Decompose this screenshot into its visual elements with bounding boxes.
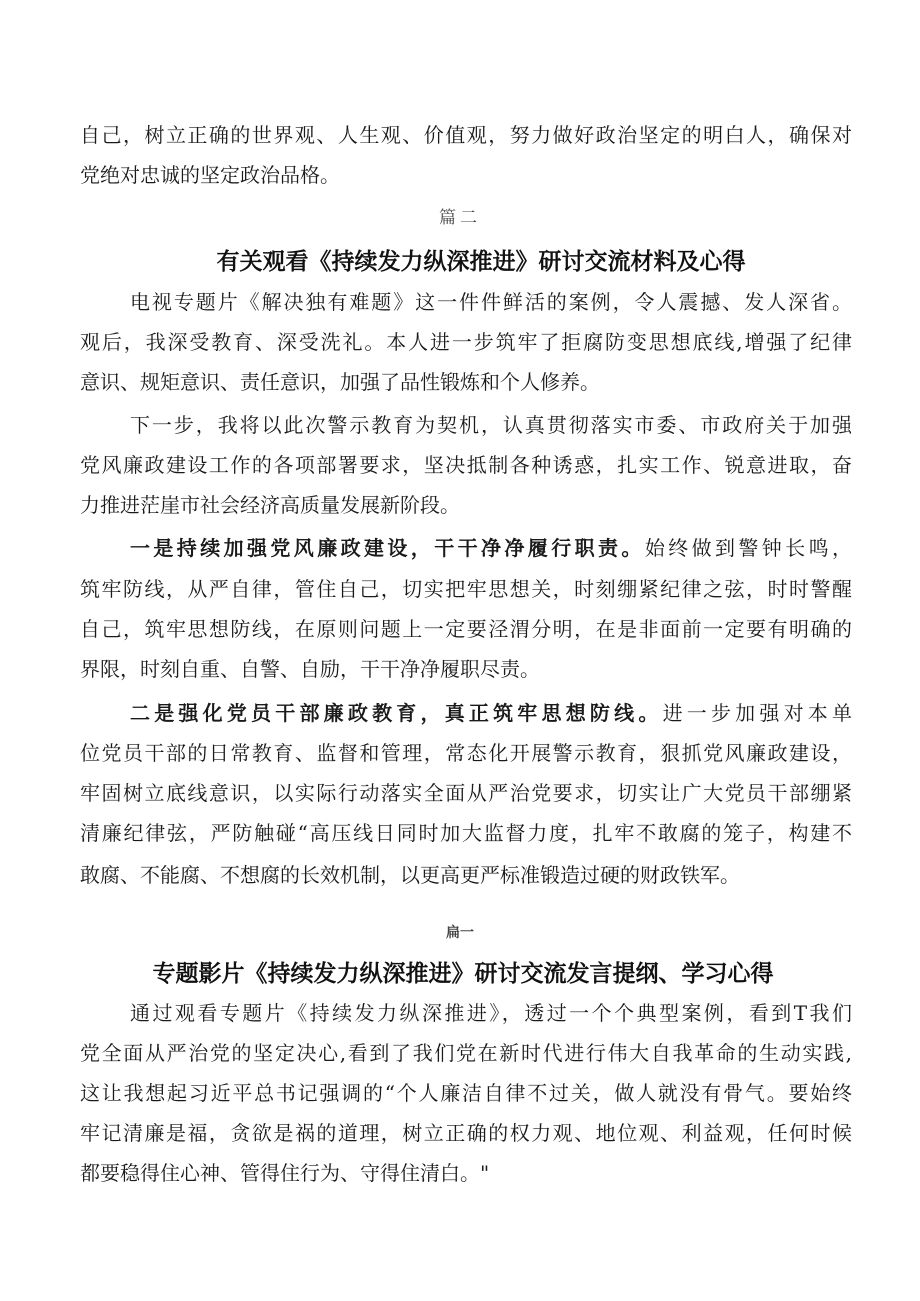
s2-p3-line-1	[130, 528, 852, 568]
s1-p1-line-5: 都要稳得住心神、管得住行为、守得住清白。"	[80, 1161, 490, 1185]
s2-p4-bold-lead: 二是强化党员干部廉政教育，真正筑牢思想防线。	[130, 701, 663, 725]
intro-line-1: 自己，树立正确的世界观、人生观、价值观，努力做好政治坚定的明白人，确保对	[80, 123, 852, 147]
s2-p2-line-3: 力推进茫崖市社会经济高质量发展新阶段。	[80, 493, 460, 517]
s2-p3-line-3: 自己，筑牢思想防线，在原则问题上一定要泾渭分明，在是非面前一定要有明确的	[80, 617, 852, 641]
s1-p1-line-2: 党全面从严治党的坚定决心,看到了我们党在新时代进行伟大自我革命的生动实践,	[80, 1041, 852, 1065]
s2-p4-line-3: 牢固树立底线意识，以实际行动落实全面从严治党要求，切实让广大党员干部绷紧	[80, 781, 852, 805]
s2-p2-line-1: 下一步，我将以此次警示教育为契机，认真贯彻落实市委、市政府关于加强	[130, 413, 852, 437]
s2-p3-bold-lead: 一是持续加强党风廉政建设，干干净净履行职责。	[130, 536, 645, 560]
s1-p1-line-1: 通过观看专题片《持续发力纵深推进》，透过一个个典型案例，看到T我们	[130, 1001, 852, 1025]
s2-p3-line-2: 筑牢防线，从严自律，管住自己，切实把牢思想关，时刻绷紧纪律之弦，时时警醒	[80, 577, 852, 601]
s2-p1-line-3: 意识、规矩意识、责任意识，加强了品性锻炼和个人修养。	[80, 370, 600, 394]
s2-p2-line-2: 党风廉政建设工作的各项部署要求，坚决抵制各种诱惑，扎实工作、锐意进取，奋	[80, 453, 852, 477]
s2-p1-line-2: 观后，我深受教育、深受洗礼。本人进一步筑牢了拒腐防变思想底线,增强了纪律	[80, 330, 852, 354]
s2-p4-line-5: 敢腐、不能腐、不想腐的长效机制，以更高更严标准锻造过硬的财政铁军。	[80, 863, 740, 887]
s2-p3-line-4: 界限，时刻自重、自警、自励，干干净净履职尽责。	[80, 657, 540, 681]
s2-p1-line-1: 电视专题片《解决独有难题》这一件件鲜活的案例，令人震撼、发人深省。	[130, 290, 852, 314]
section-two-label: 篇二	[439, 208, 481, 228]
intro-line-2: 党绝对忠诚的坚定政治品格。	[80, 163, 340, 187]
s2-p4-line-4: 清廉纪律弦，严防触碰“高压线日同时加大监督力度，扎牢不敢腐的笼子，构建不	[80, 821, 852, 845]
s2-p4-first-rest: 进一步加强对本单	[662, 701, 852, 725]
s2-p3-first-rest: 始终做到警钟长鸣，	[644, 536, 852, 560]
s2-p4-line-2: 位党员干部的日常教育、监督和管理，常态化开展警示教育，狠抓党风廉政建设，	[80, 741, 852, 765]
section-two-title: 有关观看《持续发力纵深推进》研讨交流材料及心得	[216, 249, 746, 275]
section-one-label: 扁一	[446, 925, 474, 941]
s1-p1-line-4: 牢记清廉是福，贪欲是祸的道理，树立正确的权力观、地位观、利益观，任何时候	[80, 1121, 852, 1145]
s2-p4-line-1	[130, 693, 852, 733]
s1-p1-line-3: 这让我想起习近平总书记强调的“个人廉洁自律不过关，做人就没有骨气。要始终	[80, 1081, 852, 1105]
section-one-title: 专题影片《持续发力纵深推进》研讨交流发言提纲、学习心得	[152, 961, 774, 987]
